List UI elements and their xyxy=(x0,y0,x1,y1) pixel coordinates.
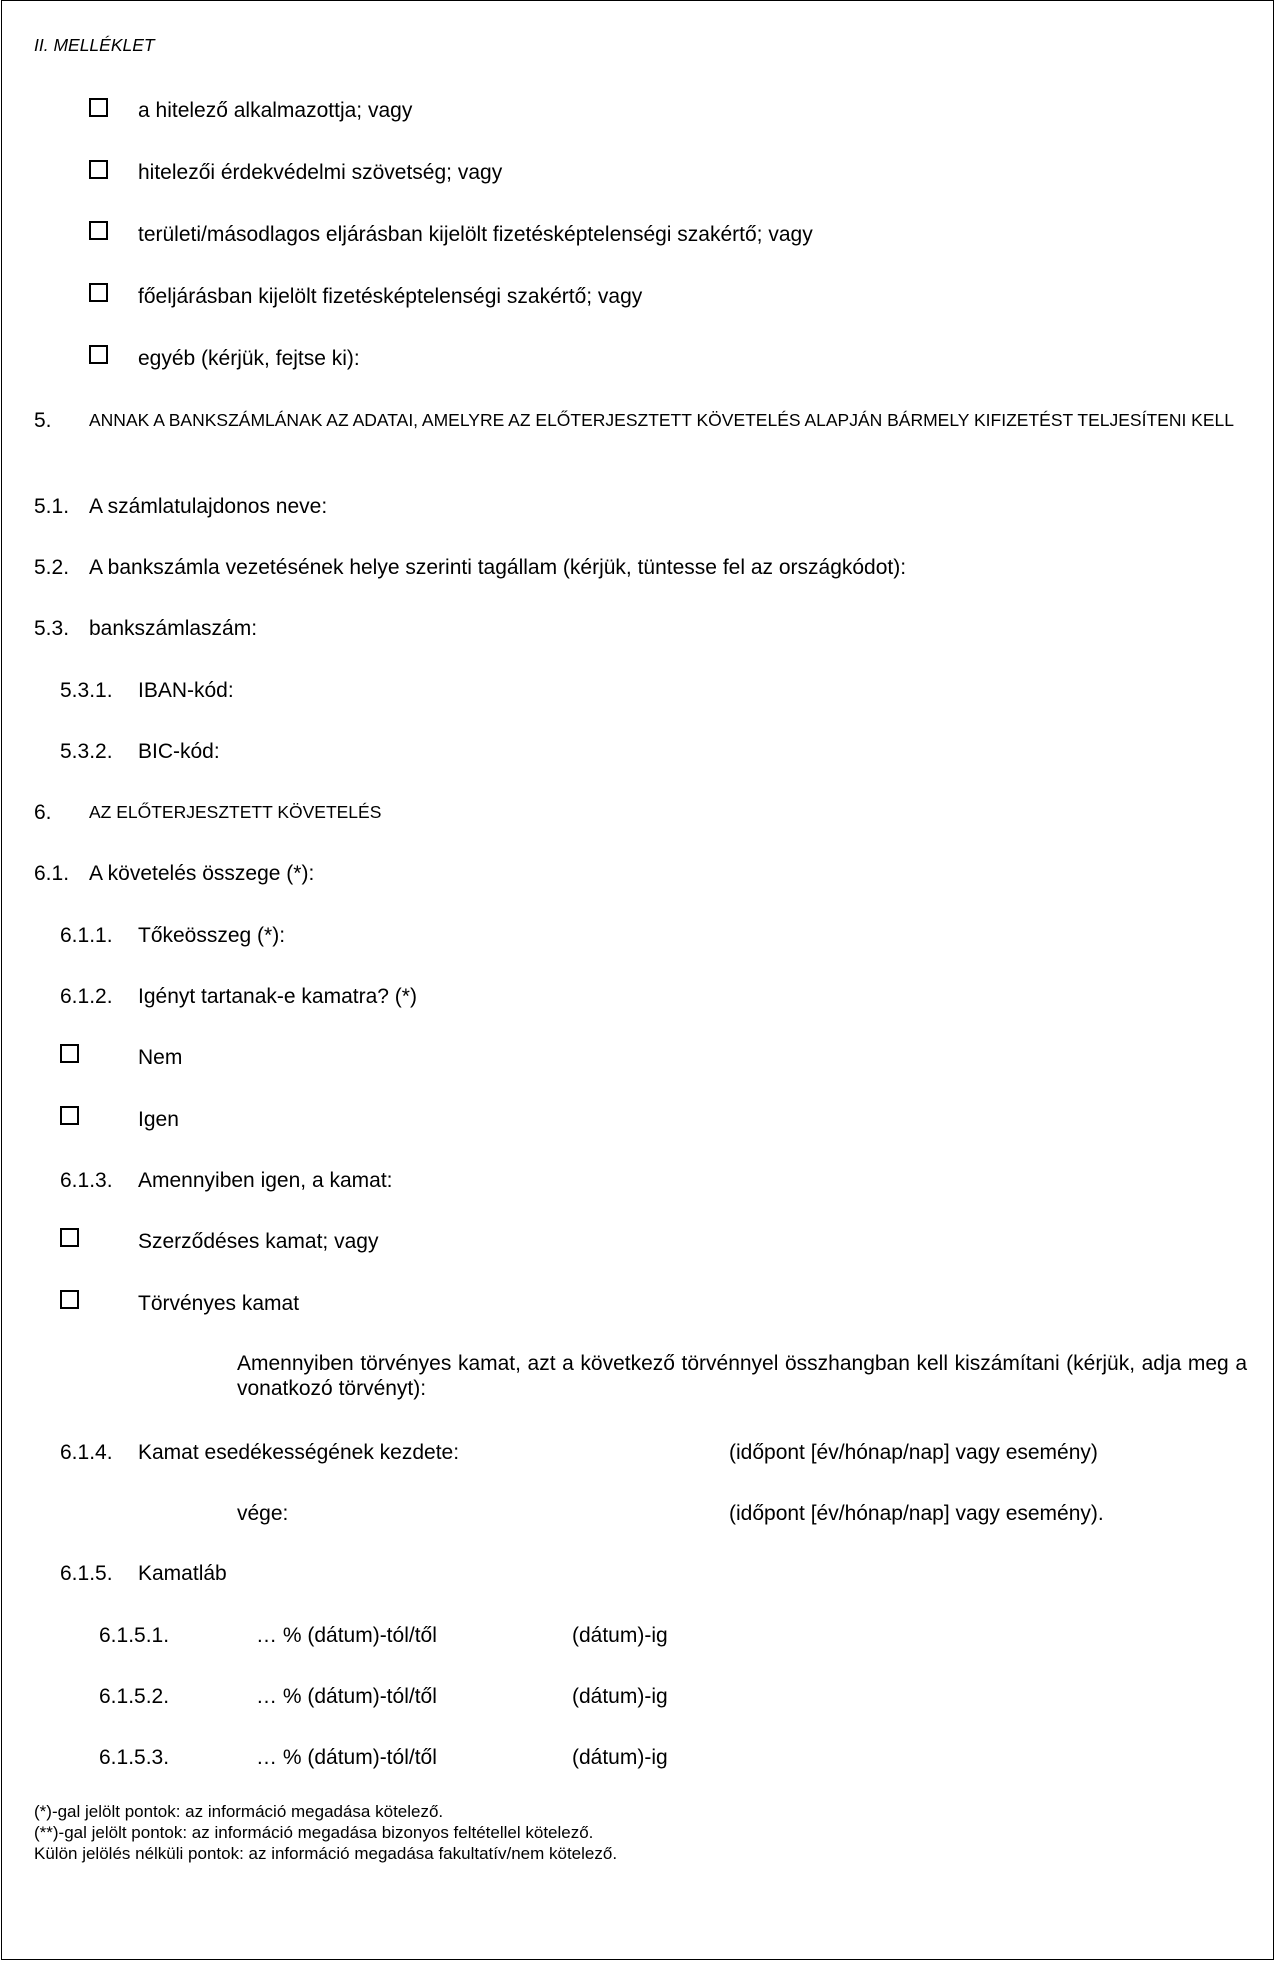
bic-label: BIC-kód: xyxy=(138,740,220,763)
option-secondary-practitioner-label: területi/másodlagos eljárásban kijelölt fizetésképtelenségi szakértő; vagy xyxy=(138,223,813,246)
footnote-optional: Külön jelölés nélküli pontok: az információ megadása fakultatív/nem kötelező. xyxy=(34,1844,618,1863)
form-page xyxy=(1,0,1274,1960)
interest-yes-label: Igen xyxy=(138,1108,179,1131)
rate-row-3-until: (dátum)-ig xyxy=(572,1746,668,1769)
rate-row-1-number: 6.1.5.1. xyxy=(99,1624,170,1647)
checkbox-secondary-practitioner[interactable] xyxy=(89,221,108,240)
item-5-3-1-number: 5.3.1. xyxy=(60,679,113,702)
interest-type-label: Amennyiben igen, a kamat: xyxy=(138,1169,393,1192)
item-5-1-number: 5.1. xyxy=(34,495,70,518)
interest-start-label: Kamat esedékességének kezdete: xyxy=(138,1441,460,1464)
interest-question-label: Igényt tartanak-e kamatra? (*) xyxy=(138,985,417,1008)
interest-end-label: vége: xyxy=(237,1502,289,1525)
rate-row-3-number: 6.1.5.3. xyxy=(99,1746,170,1769)
annex-title: II. MELLÉKLET xyxy=(34,35,155,55)
item-6-1-3-number: 6.1.3. xyxy=(60,1169,113,1192)
checkbox-statutory-interest[interactable] xyxy=(60,1290,79,1309)
rate-row-3-from: … % (dátum)-tól/től xyxy=(256,1746,437,1769)
checkbox-interest-yes[interactable] xyxy=(60,1106,79,1125)
iban-label: IBAN-kód: xyxy=(138,679,234,702)
interest-rate-label: Kamatláb xyxy=(138,1562,227,1585)
checkbox-interest-no[interactable] xyxy=(60,1044,79,1063)
interest-start-hint: (időpont [év/hónap/nap] vagy esemény) xyxy=(729,1441,1098,1464)
interest-no-label: Nem xyxy=(138,1046,183,1069)
contractual-interest-label: Szerződéses kamat; vagy xyxy=(138,1230,379,1253)
rate-row-2-number: 6.1.5.2. xyxy=(99,1685,170,1708)
option-main-practitioner-label: főeljárásban kijelölt fizetésképtelenségi szakértő; vagy xyxy=(138,285,643,308)
rate-row-1-until: (dátum)-ig xyxy=(572,1624,668,1647)
item-6-1-4-number: 6.1.4. xyxy=(60,1441,113,1464)
checkbox-employee[interactable] xyxy=(89,98,108,117)
checkbox-association[interactable] xyxy=(89,160,108,179)
statutory-interest-note: Amennyiben törvényes kamat, azt a következő törvénnyel összhangban kell kiszámítani (kérjük, adja meg a vonatkozó törvényt): xyxy=(237,1352,1247,1400)
item-6-1-1-number: 6.1.1. xyxy=(60,924,113,947)
claim-amount-label: A követelés összege (*): xyxy=(89,862,315,885)
checkbox-main-practitioner[interactable] xyxy=(89,283,108,302)
section-6-number: 6. xyxy=(34,801,52,824)
item-5-3-number: 5.3. xyxy=(34,617,70,640)
item-5-2-label: A bankszámla vezetésének helye szerinti tagállam (kérjük, tüntesse fel az országkódot): xyxy=(89,556,907,579)
option-employee-label: a hitelező alkalmazottja; vagy xyxy=(138,99,413,122)
principal-label: Tőkeösszeg (*): xyxy=(138,924,286,947)
item-6-1-number: 6.1. xyxy=(34,862,70,885)
checkbox-other[interactable] xyxy=(89,345,108,364)
item-6-1-5-number: 6.1.5. xyxy=(60,1562,113,1585)
section-5-number: 5. xyxy=(34,409,52,432)
item-5-3-label: bankszámlaszám: xyxy=(89,617,258,640)
footnote-conditional: (**)-gal jelölt pontok: az információ megadása bizonyos feltétellel kötelező. xyxy=(34,1823,594,1842)
checkbox-contractual-interest[interactable] xyxy=(60,1228,79,1247)
option-other-label: egyéb (kérjük, fejtse ki): xyxy=(138,347,360,370)
rate-row-2-until: (dátum)-ig xyxy=(572,1685,668,1708)
item-6-1-2-number: 6.1.2. xyxy=(60,985,113,1008)
option-association-label: hitelezői érdekvédelmi szövetség; vagy xyxy=(138,161,503,184)
item-5-3-2-number: 5.3.2. xyxy=(60,740,113,763)
section-5-title: ANNAK A BANKSZÁMLÁNAK AZ ADATAI, AMELYRE AZ ELŐTERJESZTETT KÖVETELÉS ALAPJÁN BÁRMELY KIFIZETÉST TELJESÍTENI KELL xyxy=(89,410,1234,430)
interest-end-hint: (időpont [év/hónap/nap] vagy esemény). xyxy=(729,1502,1104,1525)
footnote-mandatory: (*)-gal jelölt pontok: az információ megadása kötelező. xyxy=(34,1802,444,1821)
rate-row-1-from: … % (dátum)-tól/től xyxy=(256,1624,437,1647)
item-5-1-label: A számlatulajdonos neve: xyxy=(89,495,328,518)
statutory-interest-label: Törvényes kamat xyxy=(138,1292,300,1315)
rate-row-2-from: … % (dátum)-tól/től xyxy=(256,1685,437,1708)
section-6-title: AZ ELŐTERJESZTETT KÖVETELÉS xyxy=(89,802,382,822)
item-5-2-number: 5.2. xyxy=(34,556,70,579)
